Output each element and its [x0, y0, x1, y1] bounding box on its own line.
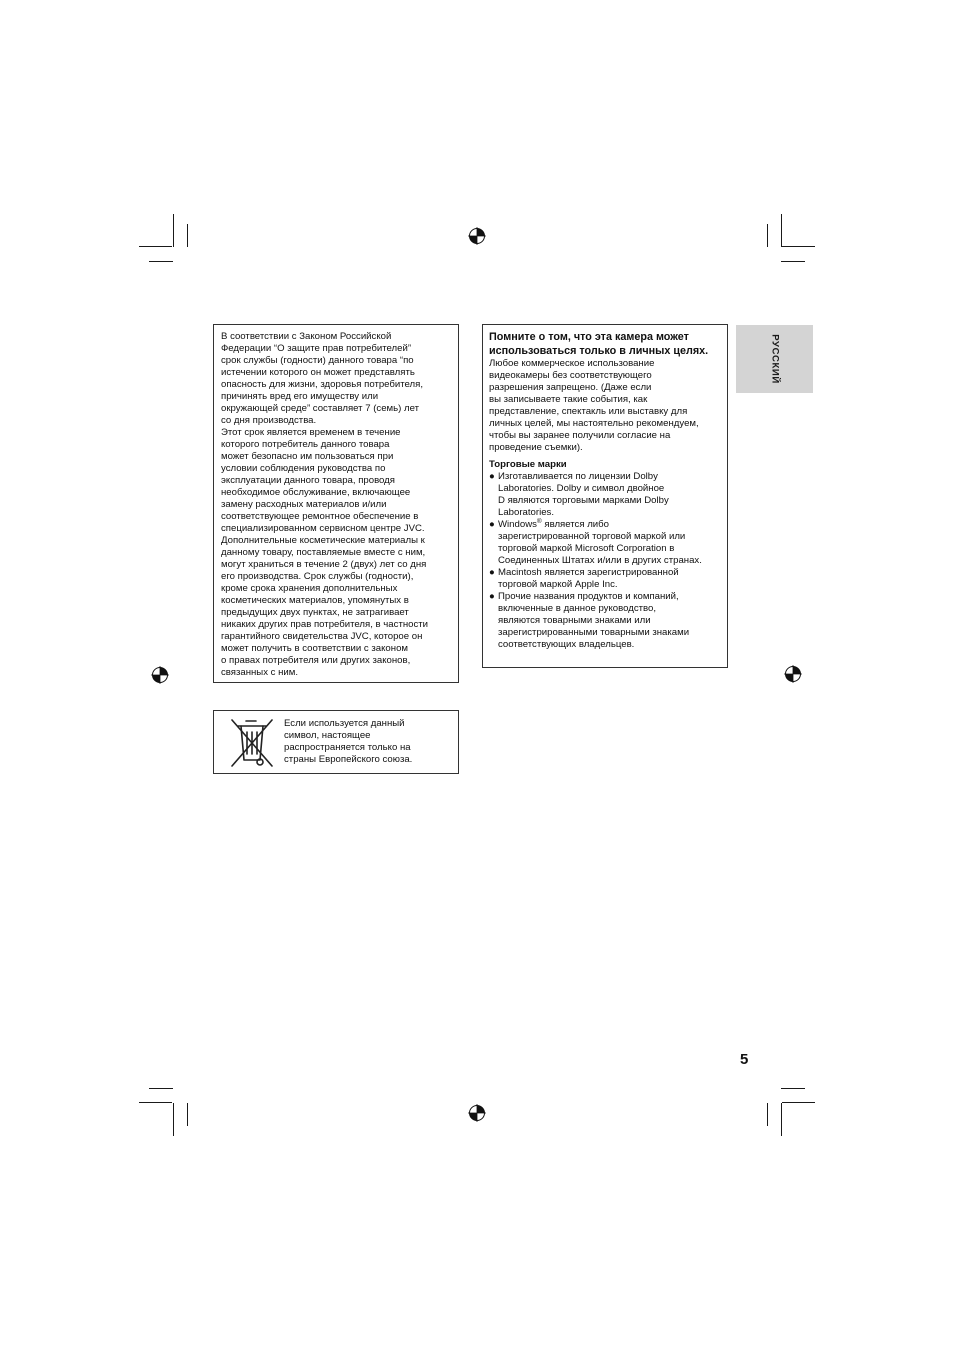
notice-line: окружающей среде” составляет 7 (семь) лет	[221, 403, 420, 414]
crop-mark	[767, 224, 768, 247]
notice-line: соответствующее ремонтное обеспечение в	[221, 511, 419, 522]
trademark-line: зарегистрированными товарными знаками	[498, 627, 690, 638]
trademark-line: торговой маркой Microsoft Corporation в	[498, 543, 675, 554]
language-tab-label: РУССКИЙ	[769, 334, 780, 384]
private-use-line: Любое коммерческое использование	[489, 358, 655, 369]
private-use-line: разрешения запрещено. (Даже если	[489, 382, 652, 393]
trademark-item-windows	[489, 519, 727, 567]
notice-line: причинять вред его имуществу или	[221, 391, 379, 402]
private-use-line: личных целей, мы настоятельно рекомендуем,	[489, 418, 699, 429]
eu-notice-line: распространяется только на	[284, 742, 411, 753]
registration-mark-icon	[468, 1104, 486, 1122]
bullet-icon: ●	[489, 519, 495, 530]
crop-mark	[149, 261, 173, 262]
notice-line: истечении которого он может представлять	[221, 367, 415, 378]
trademark-item-dolby	[489, 471, 727, 519]
crop-mark	[187, 1103, 188, 1126]
notice-line: эксплуатации данного товара, проводя	[221, 475, 395, 486]
notice-line: опасность для жизни, здоровья потребителя,	[221, 379, 424, 390]
trademark-line: Соединенных Штатах и/или в других странах.	[498, 555, 702, 566]
trademark-line: Прочие названия продуктов и компаний,	[498, 591, 679, 602]
notice-line: связанных с ним.	[221, 667, 299, 678]
crop-mark	[782, 1102, 815, 1103]
trademark-line: D являются торговыми марками Dolby	[498, 495, 669, 506]
notice-line: может получить в соответствии с законом	[221, 643, 408, 654]
crop-mark	[781, 214, 782, 247]
notice-line: косметических материалов, упомянутых в	[221, 595, 409, 606]
notice-line: могут храниться в течение 2 (двух) лет со дня	[221, 559, 427, 570]
crop-mark	[149, 1088, 173, 1089]
trademark-line: Изготавливается по лицензии Dolby	[498, 471, 658, 482]
registration-mark-icon	[784, 665, 802, 683]
notice-line: которого потребитель данного товара	[221, 439, 390, 450]
trademark-item-others	[489, 591, 727, 651]
notice-line: замену расходных материалов и/или	[221, 499, 387, 510]
windows-rest: является либо	[541, 519, 609, 530]
crop-mark	[767, 1103, 768, 1126]
notice-line: данному товару, поставляемые вместе с ним,	[221, 547, 426, 558]
notice-line: условии соблюдения руководства по	[221, 463, 386, 474]
trademark-item-macintosh	[489, 567, 727, 591]
windows-word: Windows	[498, 519, 537, 530]
trademark-line: соответствующих владельцев.	[498, 639, 635, 650]
crop-mark	[782, 246, 815, 247]
notice-line: специализированном сервисном центре JVC.	[221, 523, 425, 534]
notice-line: срок службы (годности) данного товара “по	[221, 355, 414, 366]
language-tab	[736, 325, 813, 393]
private-use-line: видеокамеры без соответствующего	[489, 370, 652, 381]
registered-mark: ®	[536, 517, 542, 525]
registration-mark-icon	[151, 666, 169, 684]
private-use-line: проведение съемки).	[489, 442, 583, 453]
crop-mark	[139, 246, 172, 247]
notice-line: В соответствии с Законом Российской	[221, 331, 392, 342]
registration-mark-icon	[468, 227, 486, 245]
crop-mark	[187, 224, 188, 247]
notice-line: со дня производства.	[221, 415, 317, 426]
crop-mark	[781, 261, 805, 262]
notice-line: необходимое обслуживание, включающее	[221, 487, 411, 498]
service-life-notice	[213, 324, 459, 683]
trademark-line	[498, 519, 727, 531]
trademark-line: включенные в данное руководство,	[498, 603, 656, 614]
private-use-line: представление, спектакль или выставку для	[489, 406, 688, 417]
notice-line: Федерации “О защите прав потребителей”	[221, 343, 412, 354]
crop-mark	[173, 214, 174, 247]
crop-mark	[781, 1088, 805, 1089]
crop-mark	[139, 1102, 172, 1103]
notice-line: кроме срока хранения дополнительных	[221, 583, 398, 594]
notice-line: его производства. Срок службы (годности),	[221, 571, 414, 582]
trademark-line: являются товарными знаками или	[498, 615, 651, 626]
eu-notice-line: страны Европейского союза.	[284, 754, 413, 765]
crop-mark	[173, 1103, 174, 1136]
private-use-line: вы записываете такие события, как	[489, 394, 648, 405]
crop-mark	[781, 1103, 782, 1136]
eu-notice-line: Если используется данный	[284, 718, 405, 729]
notice-line: гарантийного свидетельства JVC, которое он	[221, 631, 423, 642]
notice-line: Этот срок является временем в течение	[221, 427, 401, 438]
crossed-out-wheelie-bin-icon	[227, 716, 277, 770]
bullet-icon: ●	[489, 471, 495, 482]
trademark-line: Laboratories. Dolby и символ двойное	[498, 483, 665, 494]
usage-and-trademarks-box	[482, 324, 728, 668]
notice-line: никаких других прав потребителя, в частности	[221, 619, 429, 630]
eu-notice-line: символ, настоящее	[284, 730, 371, 741]
private-use-line: чтобы вы заранее получили согласие на	[489, 430, 671, 441]
notice-line: может безопасно им пользоваться при	[221, 451, 394, 462]
private-use-title: использоваться только в личных целях.	[489, 344, 709, 357]
bullet-icon: ●	[489, 567, 495, 578]
trademark-line: торговой маркой Apple Inc.	[498, 579, 618, 590]
trademark-line: Laboratories.	[498, 507, 554, 518]
page-number: 5	[740, 1051, 749, 1068]
trademark-line: Macintosh является зарегистрированной	[498, 567, 679, 578]
notice-line: Дополнительные косметические материалы к	[221, 535, 425, 546]
trademarks-title: Торговые марки	[489, 459, 567, 470]
trademark-line: зарегистрированной торговой маркой или	[498, 531, 686, 542]
private-use-title: Помните о том, что эта камера может	[489, 331, 689, 343]
notice-line: предыдущих двух пунктах, не затрагивает	[221, 607, 409, 618]
bullet-icon: ●	[489, 591, 495, 602]
notice-line: о правах потребителя или других законов,	[221, 655, 411, 666]
eu-disposal-notice	[213, 710, 459, 774]
